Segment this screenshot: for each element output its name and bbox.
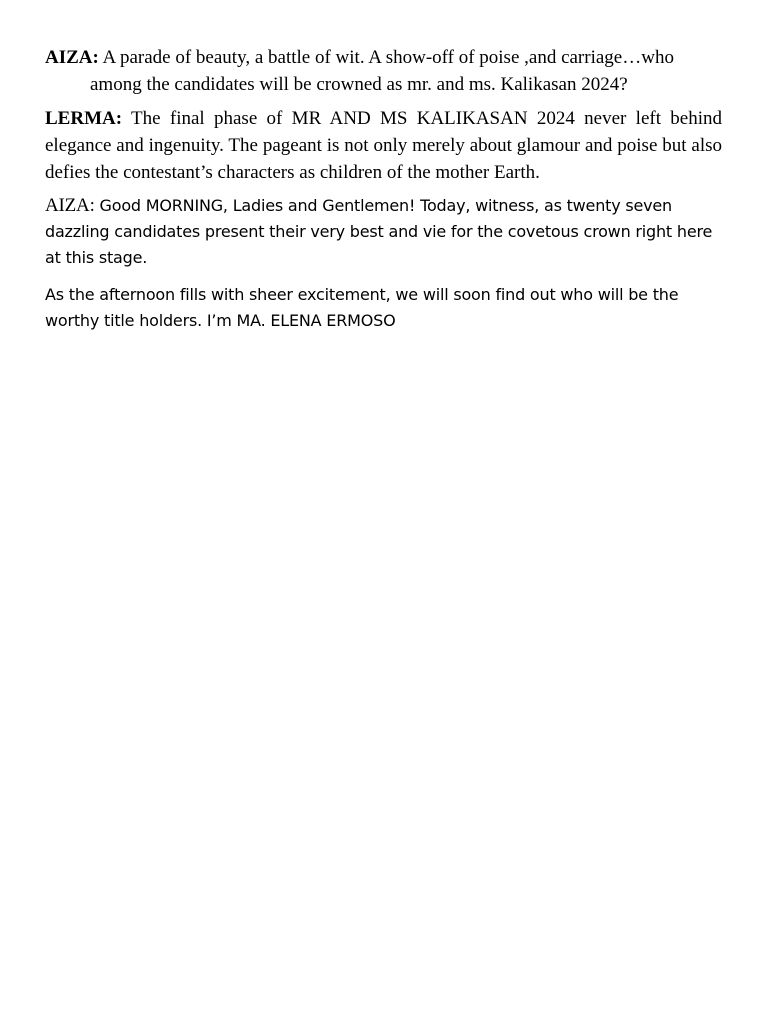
paragraph-aiza-greeting (45, 193, 722, 271)
paragraph-text: A parade of beauty, a battle of wit. A show-off of poise ,and carriage…who among the candidates will be crowned as mr. and ms. Kalikasan 2024? (90, 47, 674, 95)
paragraph-text: The final phase of MR AND MS KALIKASAN 2024 never left behind elegance and ingenuity. The pageant is not only merely about glamour and poise but also defies the contestant’s characters as children of the mother Earth. (45, 108, 722, 183)
paragraph-aiza-intro (45, 44, 722, 98)
document-page (45, 44, 722, 345)
paragraph-lerma (45, 105, 722, 186)
paragraph-text: Good MORNING, Ladies and Gentlemen! Today, witness, as twenty seven dazzling candidates present their very best and vie for the covetous crown right here at this stage. (45, 196, 713, 267)
speaker-label: LERMA: (45, 108, 123, 129)
paragraph-text: As the afternoon fills with sheer excitement, we will soon find out who will be the worthy title holders. I’m MA. ELENA ERMOSO (45, 285, 679, 330)
paragraph-closing (45, 282, 722, 334)
speaker-label: AIZA: (45, 47, 99, 68)
speaker-label: AIZA: (45, 195, 95, 216)
